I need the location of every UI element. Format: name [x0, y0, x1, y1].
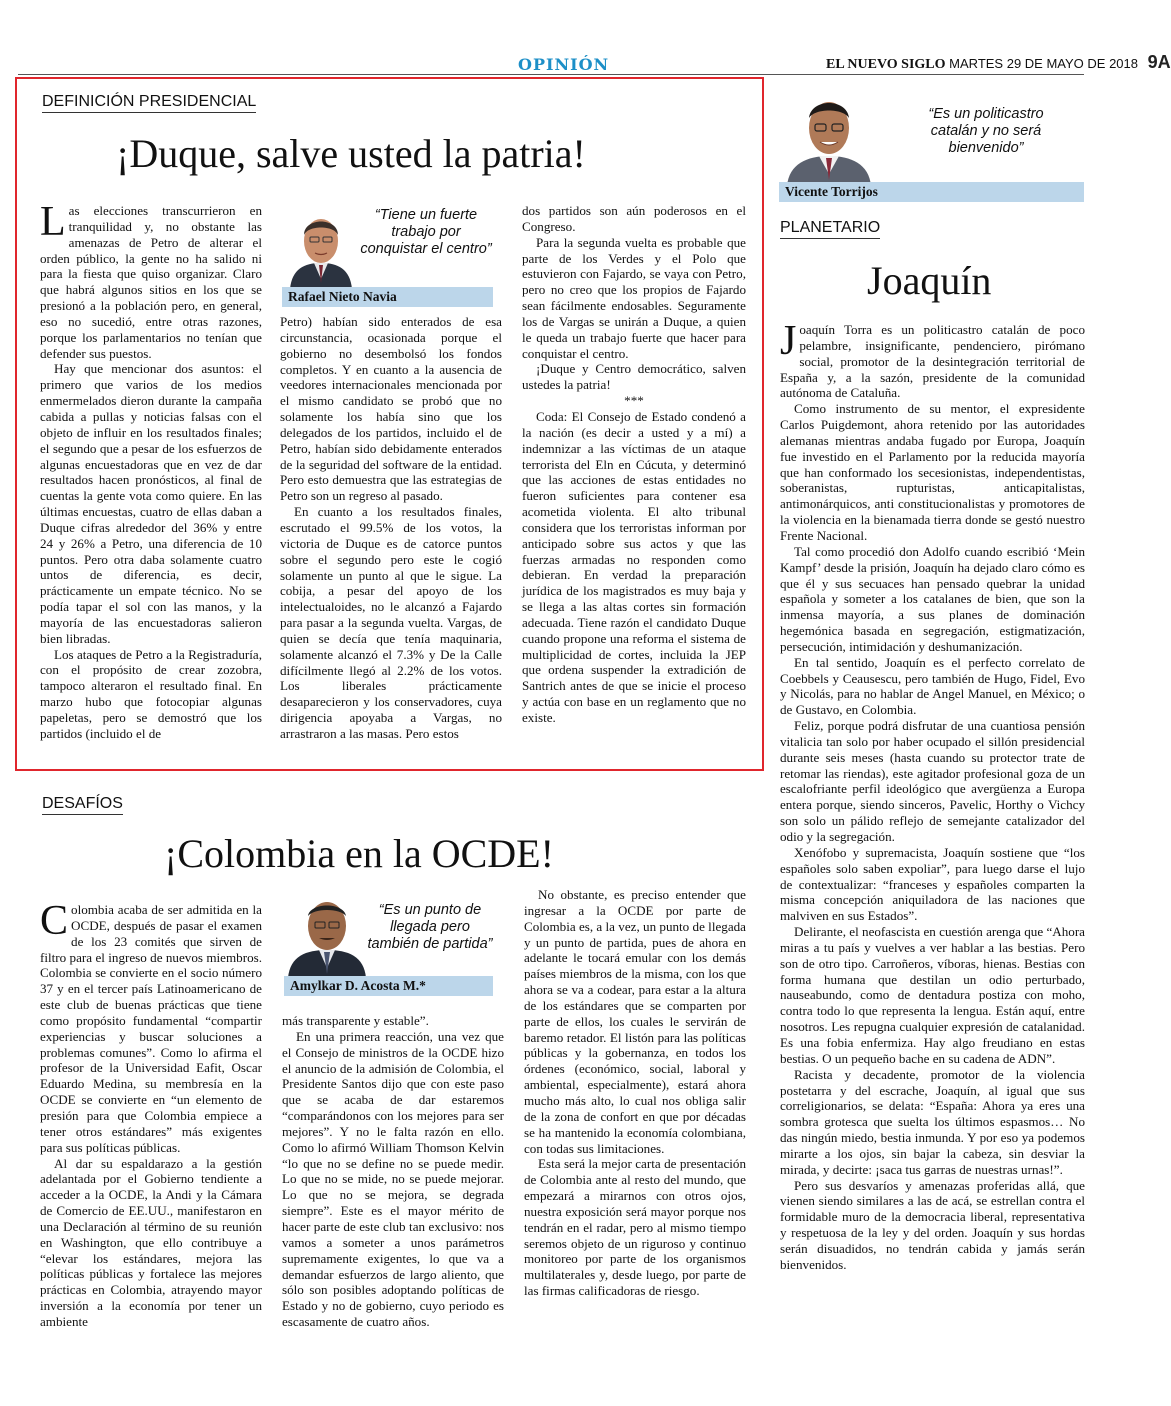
article1-separator: *** — [624, 393, 644, 409]
page-number: 9A — [1147, 52, 1171, 72]
article1-paragraph: Coda: El Consejo de Estado condenó a la nación (es decir a usted y a mí) a indemnizar a las víctimas de un ataque terrorista del Eln en Cúcuta, y determinó que las acciones de estas entidades no fueron suficientes para contener esa acometida violenta. El alto tribunal considera que los terroristas informan por anticipado sobre sus actos y que las fuerzas armadas no responden como debieran. En verdad la preparación jurídica de los magistrados es muy baja y se llega a las altas cortes sin formación adecuada. Tiene razón el candidato Duque cuando propone una reforma el sistema de multiplicidad de cortes, incluida la JEP que ordena suspender la extradición de Santrich antes de que se inicie el proceso y actúa con base en un reglamento que no existe. — [522, 408, 746, 725]
author-photo — [783, 88, 875, 186]
dropcap: J — [780, 318, 797, 364]
article3-author-box — [779, 86, 1084, 204]
article1-paragraph: En cuanto a los resultados finales, escrutado el 99.5% de los votos, la victoria de Duque es de catorce puntos sobre el segundo pero este le cogió solamente un punto al que le sigue. La cobija, a pesar del apoyo de los intelectualoides, no le alcanzó a Fajardo para pasar a la segunda vuelta. Vargas, de quien se decía que tenía maquinaria, solamente alcanzó el 7.3% y De la Calle difícilmente llegó al 2.2% de los votos. Los liberales prácticamente desaparecieron y los conservadores, cuya dirigencia apoyaba a Vargas, no arrastraron a las masas. Pero estos — [280, 504, 502, 741]
article1-paragraph: Las elecciones transcurrieron en tranquilidad y, no obstante las amenazas de Petro de alterar el orden público, la gente no ha salido ni para la fiesta que quiso organizar. Claro que habrá algunos sitios en los que se presionó a la población pero, en general, eso no sucedió, entre otras razones, porque los parlamentarios no tenían que defender sus puestos. — [40, 199, 262, 361]
author-photo — [284, 890, 370, 978]
article2-author-name: Amylkar D. Acosta M.* — [284, 976, 493, 996]
article1-paragraph: Hay que mencionar dos asuntos: el primero que varios de los medios enmermelados dieron durante la campaña cabida a pullas y noticias falsas con el objeto de influir en los resultados finales; el segundo que a pesar de los esfuerzos de algunas encuestadoras que en vez de dar resultados hacen pronósticos, al final de cuentas la gente vota como quiere. En las últimas encuestas, cuatro de ellas daban a Duque cifras alrededor del 36% y entre 24 y 26% a Petro, una diferencia de 10 puntos. Pero otra daba solamente cuatro untos de diferencia, es decir, prácticamente un empate técnico. No se podía tapar el sol con las manos, y la mayoría de las encuestadoras salieron bien libradas. — [40, 361, 262, 646]
article3-author-name: Vicente Torrijos — [779, 182, 1084, 202]
dropcap: C — [40, 898, 69, 944]
article3-body — [780, 318, 1085, 1374]
article1-paragraph: dos partidos son aún poderosos en el Congreso. — [522, 203, 746, 234]
article3-paragraph: Delirante, el neofascista en cuestión arenga que “Ahora miras a tu país y vuelves a ver hablar a las bestias. Pero son de otro tipo. Carroñeros, víboras, hienas. Bestias con forma humana que destilan un odio perturbado, nauseabundo, como de dentadura postiza con moho, contra todo lo que representa la lengua. Están aquí, entre nosotros. Les repugna cualquier expresión de catalanidad. Es una fobia enfermiza. Hay algo freudiano en estas bestias. O un pequeño bache en su cadena de ADN”. — [780, 924, 1085, 1066]
article2-paragraph: No obstante, es preciso entender que ingresar a la OCDE por parte de Colombia es, a la vez, un punto de llegada y un punto de partida, pues de ahora en adelante le tocará emular con los demás países miembros de la misma, con los que ahora se va a codear, para estar a la altura de los estándares que se comparten por parte de ellos, los cuales le servirán de baremo retador. El listón para las políticas públicas y la gobernanza, en todos los órdenes (económico, social, laboral y ambiental, especialmente), estará ahora mucho más alto, lo cual nos obliga salir de la zona de confort en que por décadas se ha mantenido la economía colombiana, con todas sus limitaciones. — [524, 887, 746, 1156]
article1-kicker: DEFINICIÓN PRESIDENCIAL — [42, 93, 256, 113]
masthead — [826, 52, 1171, 73]
article2-paragraph: Esta será la mejor carta de presentación de Colombia ante al resto del mundo, que empezará a mirarnos con otros ojos, nuestra exposición será mayor porque nos tendrán en el radar, pero al mismo tiempo seremos objeto de un riguroso y continuo monitoreo por parte de los organismos multilaterales y, desde luego, por parte de las firmas calificadoras de riesgo. — [524, 1156, 746, 1299]
issue-date: MARTES 29 DE MAYO DE 2018 — [949, 56, 1138, 71]
header-rule — [18, 74, 1084, 75]
dropcap: L — [40, 199, 66, 245]
article2-kicker: DESAFÍOS — [42, 795, 123, 815]
article3-paragraph: Tal como procedió don Adolfo cuando escribió ‘Mein Kampf’ desde la prisión, Joaquín ha dejado claro cómo es que él y sus secuaces han pensado quebrar la unidad española y someter a los catalanes de bien, que son la inmensa mayoría, a sus planes de dominación hegemónica basada en segregación, estigmatización, persecución, intimidación y deshumanización. — [780, 543, 1085, 654]
article1-paragraph: Petro) habían sido enterados de esa circunstancia, ocasionada porque el gobierno no desembolsó los fondos completos. Y en cuanto a la ausencia de veedores internacionales mencionada por el mismo candidato se probó que no solamente los había sino que los delegados de los partidos, incluido el de Petro, habían sido debidamente enterados de la seguridad del software de la entidad. Pero esto demuestra que las estrategias de Petro son un regreso al pasado. — [280, 314, 502, 504]
article1-pull-quote: “Tiene un fuerte trabajo por conquistar el centro” — [360, 207, 492, 257]
article2-column-2 — [282, 1013, 504, 1370]
article1-paragraph: Para la segunda vuelta es probable que parte de los Verdes y el Polo que estuvieron con Fajardo, se vaya con Petro, pero no creo que los propios de Fajardo sean fácilmente endosables. Seguramente los de Vargas se unirán a Duque, a quien le queda un trabajo fuerte que hacer para conquistar el centro. — [522, 234, 746, 361]
article2-column-3 — [524, 887, 746, 1370]
article1-column-3 — [522, 203, 746, 765]
article3-paragraph: Joaquín Torra es un politicastro catalán de poco pelambre, insignificante, pendenciero, pirómano social, promotor de la desintegración territorial de España y, a la sazón, presidente de la comunidad autónoma de Cataluña. — [780, 318, 1085, 401]
article1-headline: ¡Duque, salve usted la patria! — [116, 131, 586, 176]
article3-paragraph: En tal sentido, Joaquín es el perfecto correlato de Coebbels y Ceausescu, pero también de Hugo, Fidel, Evo y Nicolás, para no hablar de Angel Manuel, en México; o de Gustavo, en Colombia. — [780, 654, 1085, 718]
article2-pull-quote: “Es un punto de llegada pero también de partida” — [367, 902, 493, 952]
article3-paragraph: Feliz, porque podrá disfrutar de una cuantiosa pensión vitalicia tan solo por haber ocupado el sillón presidencial durante seis meses (hasta cuando su protector trate de retomar las riendas), este agitador profesional goza de un escalofriante perfil ideológico que avergüenza a Europa entera porque, siendo sinceros, Pavelic, Horthy o Vichcy son solo un pálido reflejo de semejante catalizador del odio y la segregación. — [780, 718, 1085, 844]
article3-pull-quote: “Es un politicastro catalán y no será bienvenido” — [928, 106, 1044, 156]
author-photo — [282, 205, 360, 289]
article1-author-box — [280, 203, 495, 307]
article3-paragraph: Racista y decadente, promotor de la violencia postetarra y del escrache, Joaquín, al igual que sus correligionarios, se delata: “España: Ahora ya eres una sombra grotesca que suelta los últimos espasmos… No das ningún miedo, bestia inmunda. Y por eso ya podemos mirarte a los ojos, sin bajar la cabeza, sin desviar la mirada, y decirte: ¡saca tus garras de nuestras urnas!”. — [780, 1066, 1085, 1177]
article1-paragraph: ¡Duque y Centro democrático, salven ustedes la patria! — [522, 361, 746, 393]
article1-column-2 — [280, 314, 502, 765]
article2-headline: ¡Colombia en la OCDE! — [164, 831, 554, 876]
article2-paragraph: En una primera reacción, una vez que el Consejo de ministros de la OCDE hizo el anuncio de la admisión de Colombia, el Presidente Santos dijo que con este paso que se acaba de dar estaremos “comparándonos con los mejores para ser mejores”. Y no le falta razón en ello. Como lo afirmó William Thomson Kelvin “lo que no se define no se puede medir. Lo que no se mide, no se puede mejorar. Lo que no se mejora, se degrada siempre”. Este es el mayor mérito de hacer parte de este club tan exclusivo: nos vamos a someter a unos parámetros supremamente exigentes, lo que va a demandar esfuerzos de largo aliento, que sólo son posibles adoptando políticas de Estado y no de gobierno, cuyo periodo es escasamente de cuatro años. — [282, 1028, 504, 1330]
article3-kicker: PLANETARIO — [780, 219, 880, 239]
article2-paragraph: Colombia acaba de ser admitida en la OCDE, después de pasar el examen de los 23 comités que sirven de filtro para el ingreso de nuevos miembros. Colombia se convierte en el socio número 37 y en el tercer país Latinoamericano de este club de buenas prácticas que tiene como propósito fundamental “compartir experiencias y buscar soluciones a problemas comunes”. Como lo afirma el profesor de la Universidad Eafit, Oscar Eduardo Medina, su membresía en la OCDE se convierte en “un elemento de presión para que Colombia empiece a tener otros estándares” más exigentes para sus políticas públicas. — [40, 898, 262, 1155]
article1-paragraph: Los ataques de Petro a la Registraduría, con el propósito de crear zozobra, tampoco alteraron el resultado final. En marzo hubo que fotocopiar algunas papeletas, pero se demostró que los partidos (incluido el de — [40, 646, 262, 741]
article2-author-box — [282, 890, 495, 1002]
article2-paragraph: más transparente y estable”. — [282, 1013, 429, 1028]
article3-paragraph: Como instrumento de su mentor, el expresidente Carlos Puigdemont, ahora retenido por las autoridades alemanas mientras andaba fugado por Europa, Joaquín fue investido en el Parlamento por la reducida mayoría que han conformado los secesionistas, independentistas, soberanistas, rupturistas, anticapitalistas, antimonárquicos, anti constitucionalistas y promotores de la violencia en la bienamada tierra donde se gestó nuestro Frente Nacional. — [780, 401, 1085, 543]
article2-column-1 — [40, 898, 262, 1370]
article1-author-name: Rafael Nieto Navia — [282, 287, 493, 307]
article3-paragraph: Pero sus desvaríos y amenazas proferidas allá, que vienen siendo similares a las de acá, se estrellan contra el formidable muro de la democracia liberal, representativa y respetuosa de la ley y del orden. Joaquín y sus hordas serán disuadidos, no tendrán cabida y jamás serán bienvenidos. — [780, 1177, 1085, 1272]
article1-column-1 — [40, 199, 262, 765]
section-heading: OPINIÓN — [518, 55, 610, 74]
article2-paragraph: Al dar su espaldarazo a la gestión adelantada por el Gobierno tendiente a acceder a la OCDE, la Andi y la Cámara de Comercio de EE.UU., manifestaron en una Declaración al término de su reunión en Washington, que ello contribuye a “elevar los estándares, mejora las políticas públicas y fortalece las mejores prácticas en Colombia, atrayendo mayor inversión a la economía por tener un ambiente — [40, 1155, 262, 1329]
article3-headline: Joaquín — [867, 258, 992, 303]
paper-name: EL NUEVO SIGLO — [826, 57, 946, 72]
article3-paragraph: Xenófobo y supremacista, Joaquín sostiene que “los españoles solo saben expoliar”, para luego darse el lujo de contextualizar: “franceses y españoles comparten la misma concepción aniquiladora de las naciones que malviven en sus Estados”. — [780, 844, 1085, 924]
